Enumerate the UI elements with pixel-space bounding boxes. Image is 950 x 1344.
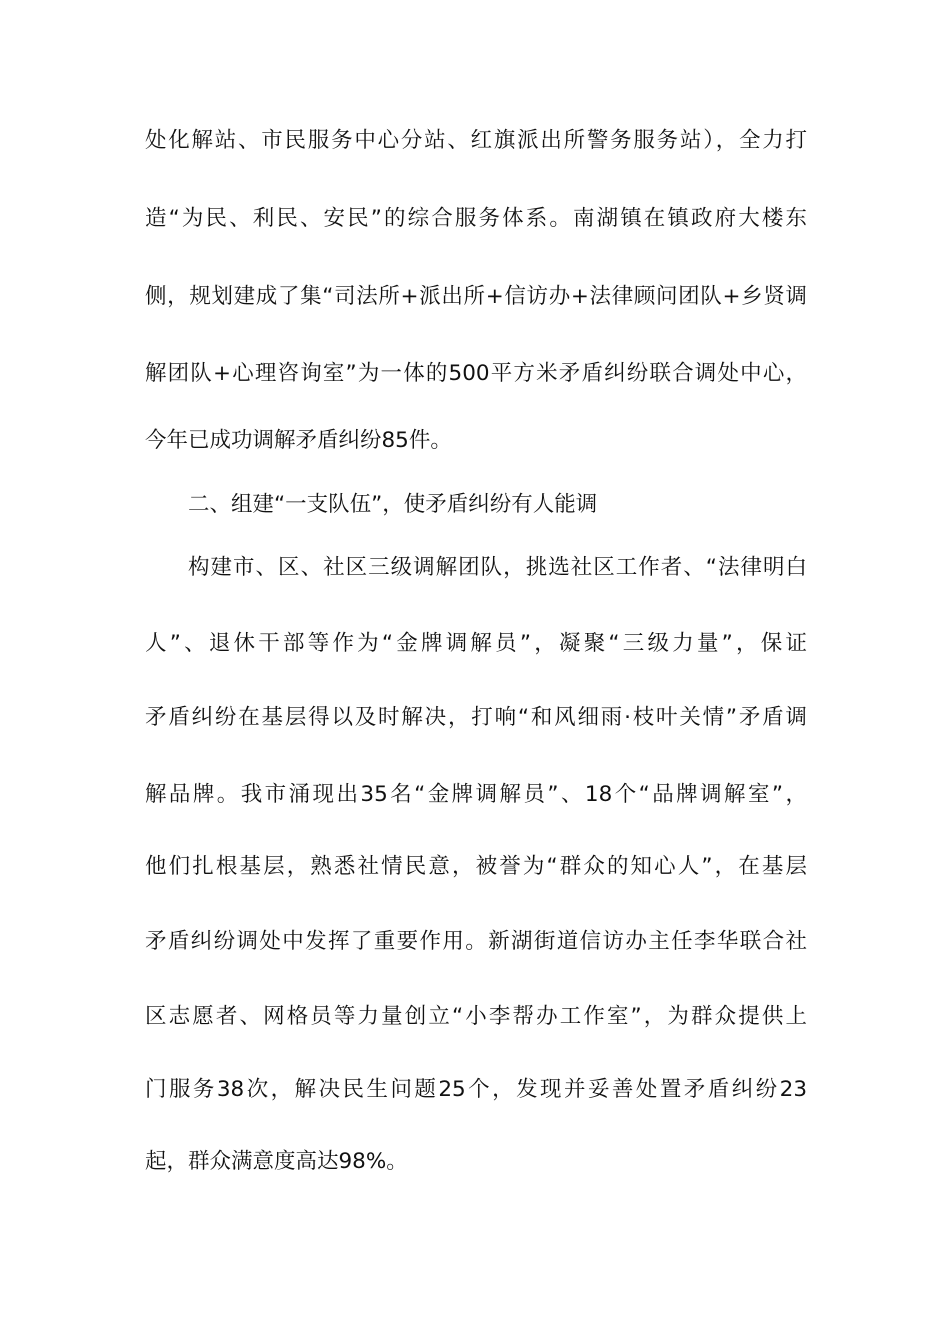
paragraph-line: 解团队+心理咨询室”为一体的500平方米矛盾纠纷联合调处中心， (145, 361, 807, 386)
paragraph-line: 造“为民、利民、安民”的综合服务体系。南湖镇在镇政府大楼东 (145, 206, 807, 231)
paragraph-line: 区志愿者、网格员等力量创立“小李帮办工作室”，为群众提供上 (145, 1004, 807, 1029)
section-heading: 二、组建“一支队伍”，使矛盾纠纷有人能调 (188, 492, 598, 517)
paragraph-line: 构建市、区、社区三级调解团队，挑选社区工作者、“法律明白 (188, 555, 807, 580)
paragraph-line: 门服务38次，解决民生问题25个，发现并妥善处置矛盾纠纷23 (145, 1077, 807, 1102)
paragraph-line: 矛盾纠纷调处中发挥了重要作用。新湖街道信访办主任李华联合社 (145, 929, 807, 954)
paragraph-line: 他们扎根基层，熟悉社情民意，被誉为“群众的知心人”，在基层 (145, 854, 807, 879)
paragraph-line: 处化解站、市民服务中心分站、红旗派出所警务服务站），全力打 (145, 128, 807, 153)
paragraph-line: 矛盾纠纷在基层得以及时解决，打响“和风细雨·枝叶关情”矛盾调 (145, 705, 807, 730)
paragraph-line: 侧，规划建成了集“司法所+派出所+信访办+法律顾问团队+乡贤调 (145, 284, 807, 309)
paragraph-line: 人”、退休干部等作为“金牌调解员”，凝聚“三级力量”，保证 (145, 631, 807, 656)
paragraph-line: 今年已成功调解矛盾纠纷85件。 (145, 428, 452, 453)
paragraph-line: 解品牌。我市涌现出35名“金牌调解员”、18个“品牌调解室”， (145, 782, 807, 807)
paragraph-line: 起，群众满意度高达98%。 (145, 1149, 408, 1174)
